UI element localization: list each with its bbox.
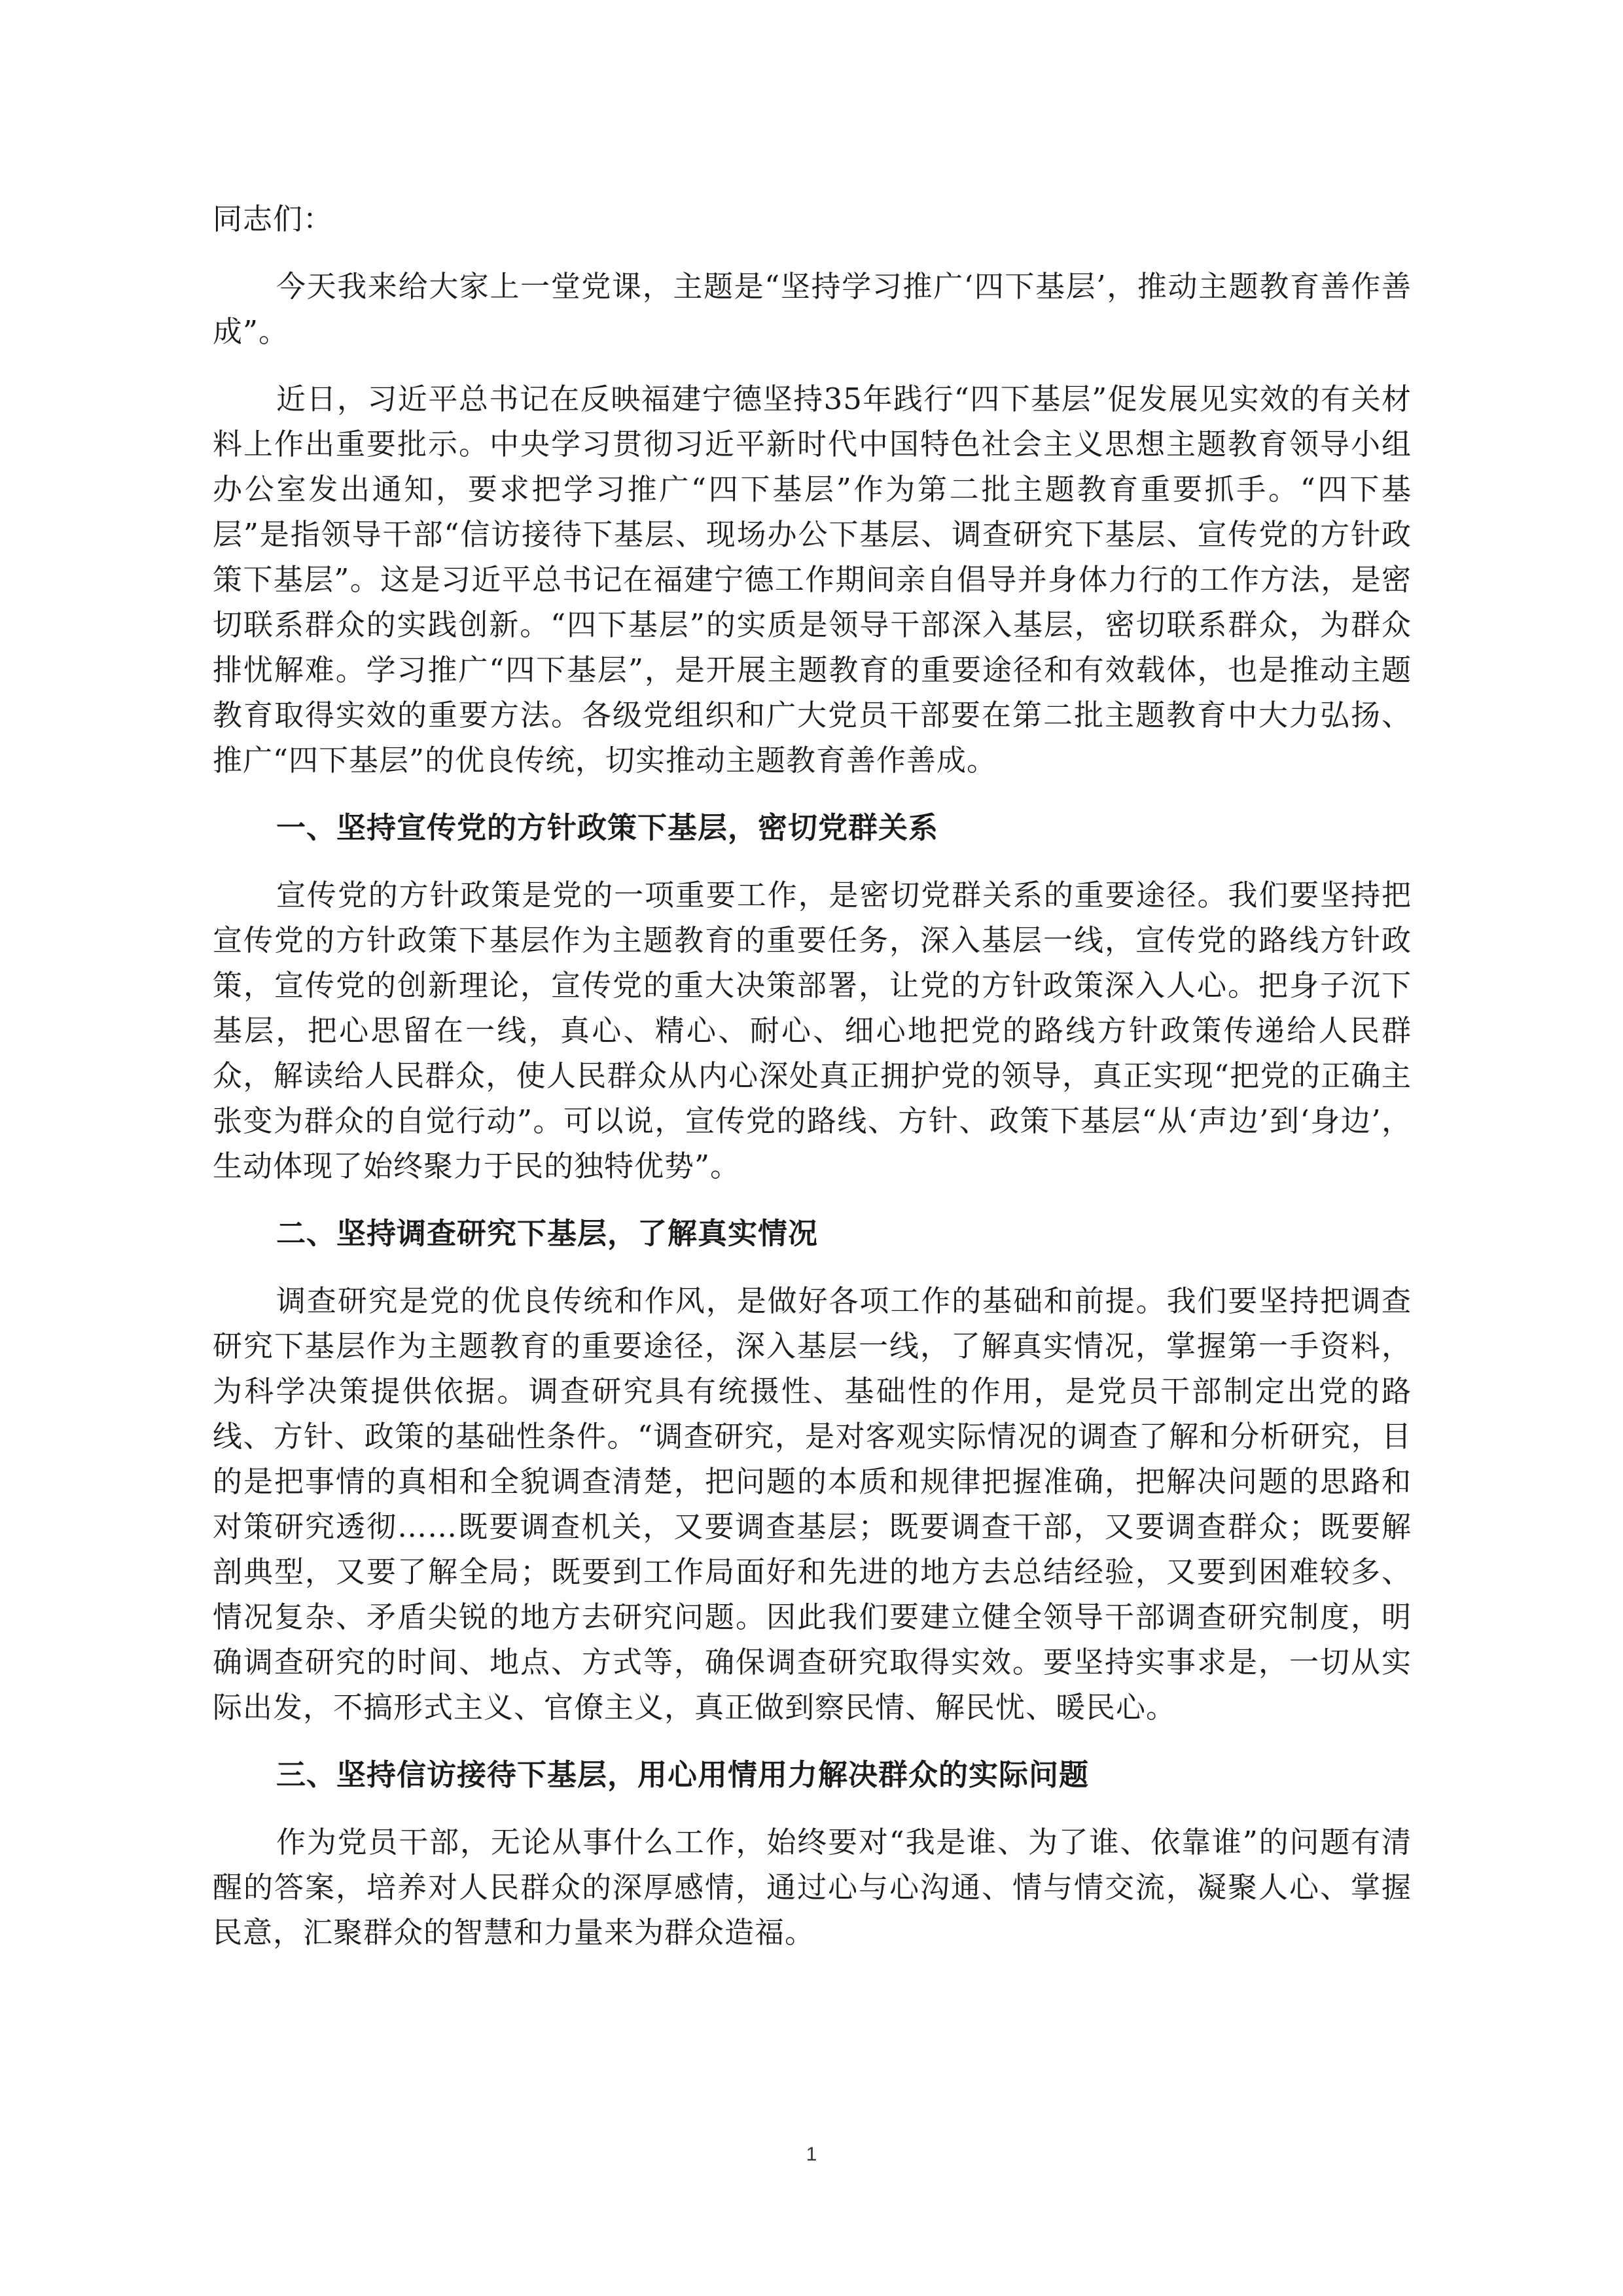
section-heading-3: 三、坚持信访接待下基层，用心用情用力解决群众的实际问题 [276,1757,1090,1792]
salutation: 同志们： [213,202,334,236]
intro-paragraph: 今天我来给大家上一堂党课，主题是“坚持学习推广‘四下基层’，推动主题教育善作善成”。 [213,269,1412,349]
section-heading-1: 一、坚持宣传党的方针政策下基层，密切党群关系 [276,810,939,845]
background-paragraph: 近日，习近平总书记在反映福建宁德坚持35年践行“四下基层”促发展见实效的有关材料上作出重要批示。中央学习贯彻习近平新时代中国特色社会主义思想主题教育领导小组办公室发出通知，要求把学习推广“四下基层”作为第二批主题教育重要抓手。“四下基层”是指领导干部“信访接待下基层、现场办公下基层、调查研究下基层、宣传党的方针政策下基层”。这是习近平总书记在福建宁德工作期间亲自倡导并身体力行的工作方法，是密切联系群众的实践创新。“四下基层”的实质是领导干部深入基层，密切联系群众，为群众排忧解难。学习推广“四下基层”，是开展主题教育的重要途径和有效载体，也是推动主题教育取得实效的重要方法。各级党组织和广大党员干部要在第二批主题教育中大力弘扬、推广“四下基层”的优良传统，切实推动主题教育善作善成。 [213,382,1412,778]
section-body-2: 调查研究是党的优良传统和作风，是做好各项工作的基础和前提。我们要坚持把调查研究下基层作为主题教育的重要途径，深入基层一线，了解真实情况，掌握第一手资料，为科学决策提供依据。调查研究具有统摄性、基础性的作用，是党员干部制定出党的路线、方针、政策的基础性条件。“调查研究，是对客观实际情况的调查了解和分析研究，目的是把事情的真相和全貌调查清楚，把问题的本质和规律把握准确，把解决问题的思路和对策研究透彻……既要调查机关，又要调查基层；既要调查干部，又要调查群众；既要解剖典型，又要了解全局；既要到工作局面好和先进的地方去总结经验，又要到困难较多、情况复杂、矛盾尖锐的地方去研究问题。因此我们要建立健全领导干部调查研究制度，明确调查研究的时间、地点、方式等，确保调查研究取得实效。要坚持实事求是，一切从实际出发，不搞形式主义、官僚主义，真正做到察民情、解民忧、暖民心。 [213,1283,1412,1725]
page-number: 1 [806,2144,817,2165]
document-body [213,196,1412,1977]
section-body-1: 宣传党的方针政策是党的一项重要工作，是密切党群关系的重要途径。我们要坚持把宣传党的方针政策下基层作为主题教育的重要任务，深入基层一线，宣传党的路线方针政策，宣传党的创新理论，宣传党的重大决策部署，让党的方针政策深入人心。把身子沉下基层，把心思留在一线，真心、精心、耐心、细心地把党的路线方针政策传递给人民群众，解读给人民群众，使人民群众从内心深处真正拥护党的领导，真正实现“把党的正确主张变为群众的自觉行动”。可以说，宣传党的路线、方针、政策下基层“从‘声边’到‘身边’，生动体现了始终聚力于民的独特优势”。 [213,878,1412,1183]
section-body-3: 作为党员干部，无论从事什么工作，始终要对“我是谁、为了谁、依靠谁”的问题有清醒的答案，培养对人民群众的深厚感情，通过心与心沟通、情与情交流，凝聚人心、掌握民意，汇聚群众的智慧和力量来为群众造福。 [213,1825,1412,1950]
section-heading-2: 二、坚持调查研究下基层，了解真实情况 [276,1216,819,1251]
